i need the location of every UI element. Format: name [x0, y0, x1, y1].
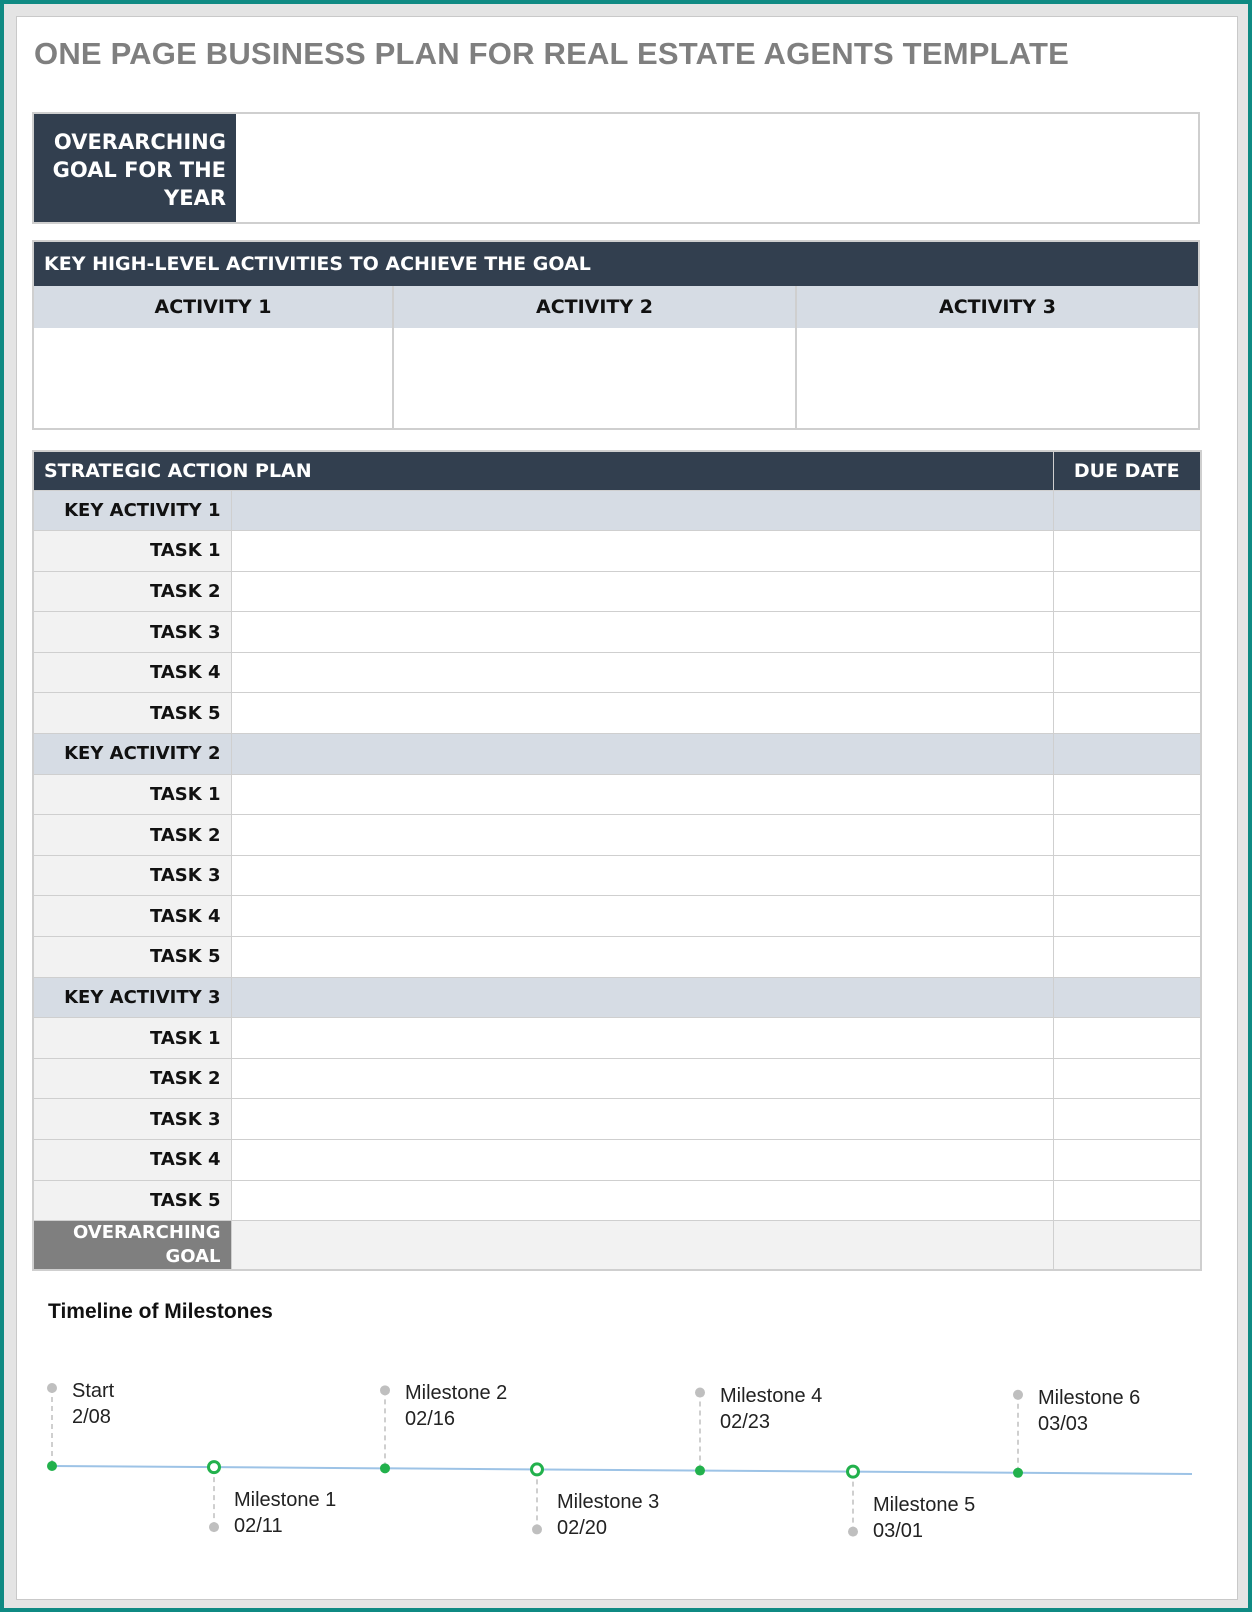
task-due-date-field[interactable] — [1053, 693, 1201, 734]
task-field[interactable] — [231, 1099, 1053, 1140]
task-due-date-field[interactable] — [1053, 652, 1201, 693]
activity-1-column — [34, 286, 394, 428]
task-row — [33, 1018, 1201, 1059]
milestone-date: 03/03 — [1038, 1412, 1089, 1435]
key-activity-due-date-field[interactable] — [1053, 490, 1201, 531]
key-activity-due-date-field[interactable] — [1053, 977, 1201, 1018]
overarching-goal-section — [32, 112, 1200, 224]
task-label: TASK 1 — [33, 531, 231, 572]
milestone-label — [557, 1489, 659, 1541]
task-due-date-field[interactable] — [1053, 1018, 1201, 1059]
task-label: TASK 4 — [33, 652, 231, 693]
task-field[interactable] — [231, 774, 1053, 815]
task-row — [33, 896, 1201, 937]
activity-3-label: ACTIVITY 3 — [797, 286, 1198, 328]
task-field[interactable] — [231, 1058, 1053, 1099]
task-row — [33, 571, 1201, 612]
task-due-date-field[interactable] — [1053, 774, 1201, 815]
task-row — [33, 815, 1201, 856]
activity-3-field[interactable] — [797, 328, 1198, 428]
task-field[interactable] — [231, 855, 1053, 896]
task-field[interactable] — [231, 815, 1053, 856]
task-label: TASK 4 — [33, 896, 231, 937]
key-activity-row — [33, 734, 1201, 775]
task-label: TASK 1 — [33, 1018, 231, 1059]
task-label: TASK 2 — [33, 1058, 231, 1099]
task-row — [33, 855, 1201, 896]
milestone-label — [405, 1380, 507, 1432]
activity-1-field[interactable] — [34, 328, 392, 428]
task-row — [33, 693, 1201, 734]
task-field[interactable] — [231, 1140, 1053, 1181]
task-label: TASK 2 — [33, 815, 231, 856]
milestone-date: 02/23 — [720, 1410, 771, 1433]
milestone-label — [72, 1378, 114, 1430]
task-row — [33, 531, 1201, 572]
overarching-goal-row-label: OVERARCHING GOAL — [33, 1221, 231, 1271]
task-due-date-field[interactable] — [1053, 815, 1201, 856]
overarching-goal-row — [33, 1221, 1201, 1271]
task-row — [33, 937, 1201, 978]
task-label: TASK 5 — [33, 937, 231, 978]
key-activity-due-date-field[interactable] — [1053, 734, 1201, 775]
task-field[interactable] — [231, 937, 1053, 978]
activity-1-label: ACTIVITY 1 — [34, 286, 392, 328]
milestone-name: Start — [72, 1380, 115, 1402]
key-activity-field[interactable] — [231, 734, 1053, 775]
activity-2-field[interactable] — [394, 328, 795, 428]
task-due-date-field[interactable] — [1053, 612, 1201, 653]
task-row — [33, 1099, 1201, 1140]
task-label: TASK 3 — [33, 1099, 231, 1140]
key-activity-row — [33, 977, 1201, 1018]
page-title: ONE PAGE BUSINESS PLAN FOR REAL ESTATE AGENTS TEMPLATE — [34, 36, 1070, 71]
activity-2-column — [394, 286, 797, 428]
milestone-label — [720, 1383, 822, 1435]
key-activity-label: KEY ACTIVITY 1 — [33, 490, 231, 531]
task-label: TASK 5 — [33, 693, 231, 734]
timeline-title: Timeline of Milestones — [48, 1300, 273, 1323]
milestone-date: 2/08 — [72, 1406, 111, 1428]
milestone-label — [873, 1492, 975, 1544]
due-date-header: DUE DATE — [1053, 451, 1201, 490]
milestone-name: Milestone 5 — [873, 1493, 976, 1516]
overarching-goal-row-field[interactable] — [231, 1221, 1053, 1271]
task-due-date-field[interactable] — [1053, 855, 1201, 896]
milestone-name: Milestone 3 — [557, 1491, 660, 1514]
key-activity-row — [33, 490, 1201, 531]
task-row — [33, 612, 1201, 653]
overarching-goal-due-date-field[interactable] — [1053, 1221, 1201, 1271]
milestone-date: 02/16 — [405, 1408, 456, 1431]
milestone-date: 02/20 — [557, 1517, 608, 1540]
task-label: TASK 3 — [33, 855, 231, 896]
task-field[interactable] — [231, 1018, 1053, 1059]
key-activity-field[interactable] — [231, 977, 1053, 1018]
task-label: TASK 3 — [33, 612, 231, 653]
milestone-date: 02/11 — [234, 1515, 283, 1538]
task-field[interactable] — [231, 652, 1053, 693]
task-label: TASK 5 — [33, 1180, 231, 1221]
milestone-label — [1038, 1385, 1140, 1437]
task-row — [33, 652, 1201, 693]
activity-2-label: ACTIVITY 2 — [394, 286, 795, 328]
task-field[interactable] — [231, 612, 1053, 653]
task-due-date-field[interactable] — [1053, 1058, 1201, 1099]
task-due-date-field[interactable] — [1053, 896, 1201, 937]
overarching-goal-label: OVERARCHING GOAL FOR THE YEAR — [34, 114, 236, 222]
task-field[interactable] — [231, 693, 1053, 734]
task-row — [33, 1058, 1201, 1099]
task-row — [33, 774, 1201, 815]
key-activity-label: KEY ACTIVITY 2 — [33, 734, 231, 775]
milestone-name: Milestone 2 — [405, 1382, 508, 1405]
overarching-goal-field[interactable] — [236, 114, 1198, 222]
milestone-name: Milestone 4 — [720, 1384, 823, 1407]
milestone-label — [234, 1487, 336, 1539]
task-due-date-field[interactable] — [1053, 937, 1201, 978]
task-due-date-field[interactable] — [1053, 1140, 1201, 1181]
task-field[interactable] — [231, 531, 1053, 572]
activity-3-column — [797, 286, 1198, 428]
strategic-action-plan-header: STRATEGIC ACTION PLAN — [33, 451, 1053, 490]
milestone-date: 03/01 — [873, 1519, 924, 1542]
task-row — [33, 1180, 1201, 1221]
key-activity-field[interactable] — [231, 490, 1053, 531]
task-due-date-field[interactable] — [1053, 531, 1201, 572]
task-label: TASK 1 — [33, 774, 231, 815]
task-due-date-field[interactable] — [1053, 1099, 1201, 1140]
task-due-date-field[interactable] — [1053, 1180, 1201, 1221]
task-due-date-field[interactable] — [1053, 571, 1201, 612]
activities-header: KEY HIGH-LEVEL ACTIVITIES TO ACHIEVE THE GOAL — [34, 242, 1198, 286]
task-field[interactable] — [231, 1180, 1053, 1221]
task-label: TASK 4 — [33, 1140, 231, 1181]
strategic-action-plan-table — [32, 450, 1202, 1271]
task-label: TASK 2 — [33, 571, 231, 612]
task-field[interactable] — [231, 571, 1053, 612]
task-row — [33, 1140, 1201, 1181]
task-field[interactable] — [231, 896, 1053, 937]
milestone-name: Milestone 6 — [1038, 1386, 1141, 1409]
key-activity-label: KEY ACTIVITY 3 — [33, 977, 231, 1018]
activities-section — [32, 240, 1200, 430]
milestone-name: Milestone 1 — [234, 1489, 337, 1512]
